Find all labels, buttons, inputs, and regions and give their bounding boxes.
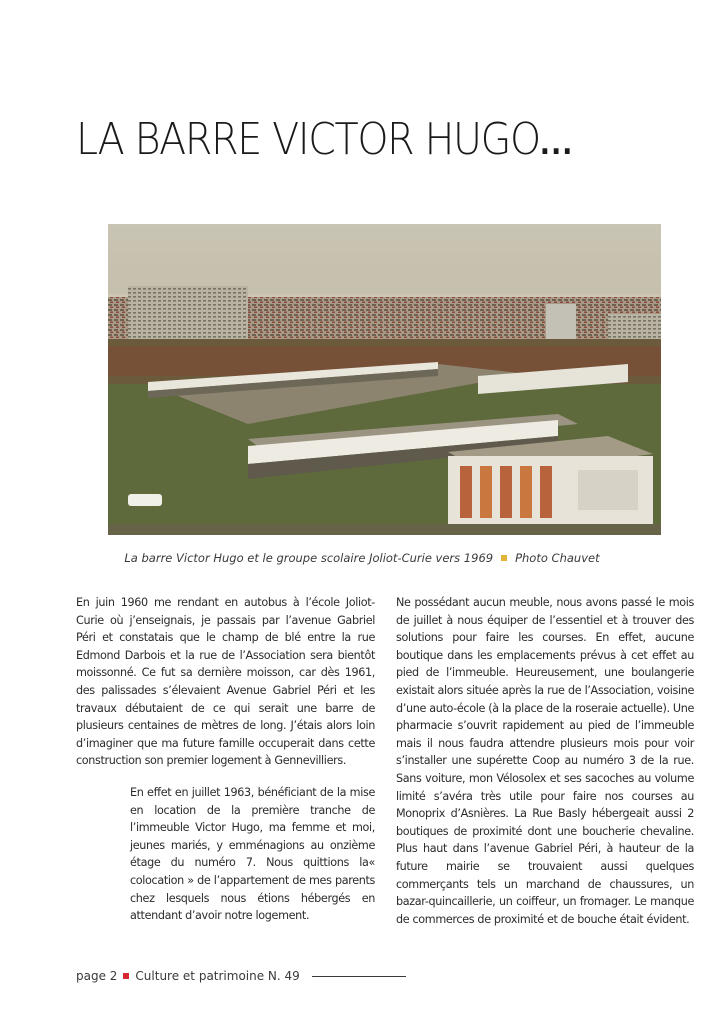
publication-name: Culture et patrimoine N. 49 — [135, 969, 300, 983]
title-ellipsis: ... — [539, 127, 574, 162]
article-paragraph-3: Ne possédant aucun meuble, nous avons passé le mois de juillet à nous équiper de l’essentiel et à trouver des solutions pour faire les courses. En effet, aucune boutique dans les emplacements prévus à cet effet au pied de l’immeuble. Heureusement, une boulangerie existait alors située après la rue de l’Association, voisine d’une auto-école (à la place de la roseraie actuelle). Une pharmacie s’ouvrit rapidement au pied de l’immeuble mais il nous faudra attendre plusieurs mois pour voir s’installer une supérette Coop au numéro 3 de la rue. Sans voiture, mon Vélosolex et ses sacoches au volume limité s’avéra très utile pour faire nos courses au Monoprix d’Asnières. La Rue Basly hébergeait aussi 2 boutiques de proximité dont une boucherie chevaline. Plus haut dans l’avenue Gabriel Péri, à hauteur de la future mairie se trouvaient aussi quelques commerçants tels un marchand de chaussures, un bazar-quincaillerie, un coiffeur, un fromager. Le manque de commerces de proximité et de bouche était évident. — [396, 596, 694, 926]
caption-separator-square — [501, 555, 507, 561]
article-paragraph-1: En juin 1960 me rendant en autobus à l’école Joliot-Curie où j’enseignais, je passais par l’avenue Gabriel Péri et constatais que le champ de blé entre la rue Edmond Darbois et la rue de l’Association sera bientôt moissonné. Ce fut sa dernière moisson, car dès 1961, des palissades s’élevaient Avenue Gabriel Péri et les travaux débutaient de ce qui serait une barre de plusieurs centaines de mètres de long. J’étais alors loin d’imaginer que ma future famille occuperait dans cette construction son premier logement à Gennevilliers. — [76, 596, 375, 768]
footer-rule — [312, 976, 406, 977]
photo-credit: Photo Chauvet — [515, 551, 600, 565]
photo-caption — [0, 551, 724, 565]
article-title — [76, 114, 574, 165]
article-title-text: LA BARRE VICTOR HUGO — [76, 114, 540, 165]
page-footer — [76, 969, 406, 983]
article-paragraph-2: En effet en juillet 1963, bénéficiant de la mise en location de la première tranche de l’immeuble Victor Hugo, ma femme et moi, jeunes mariés, y emménagions au onzième étage du numéro 7. Nous quittions la« colocation » de l’appartement de mes parents chez lesquels nous étions hébergés en attendant d’avoir notre logement. — [130, 786, 375, 923]
footer-separator-square — [123, 973, 129, 979]
caption-text: La barre Victor Hugo et le groupe scolaire Joliot-Curie vers 1969 — [124, 551, 494, 565]
page-number: page 2 — [76, 969, 118, 983]
article-photo — [108, 224, 661, 535]
